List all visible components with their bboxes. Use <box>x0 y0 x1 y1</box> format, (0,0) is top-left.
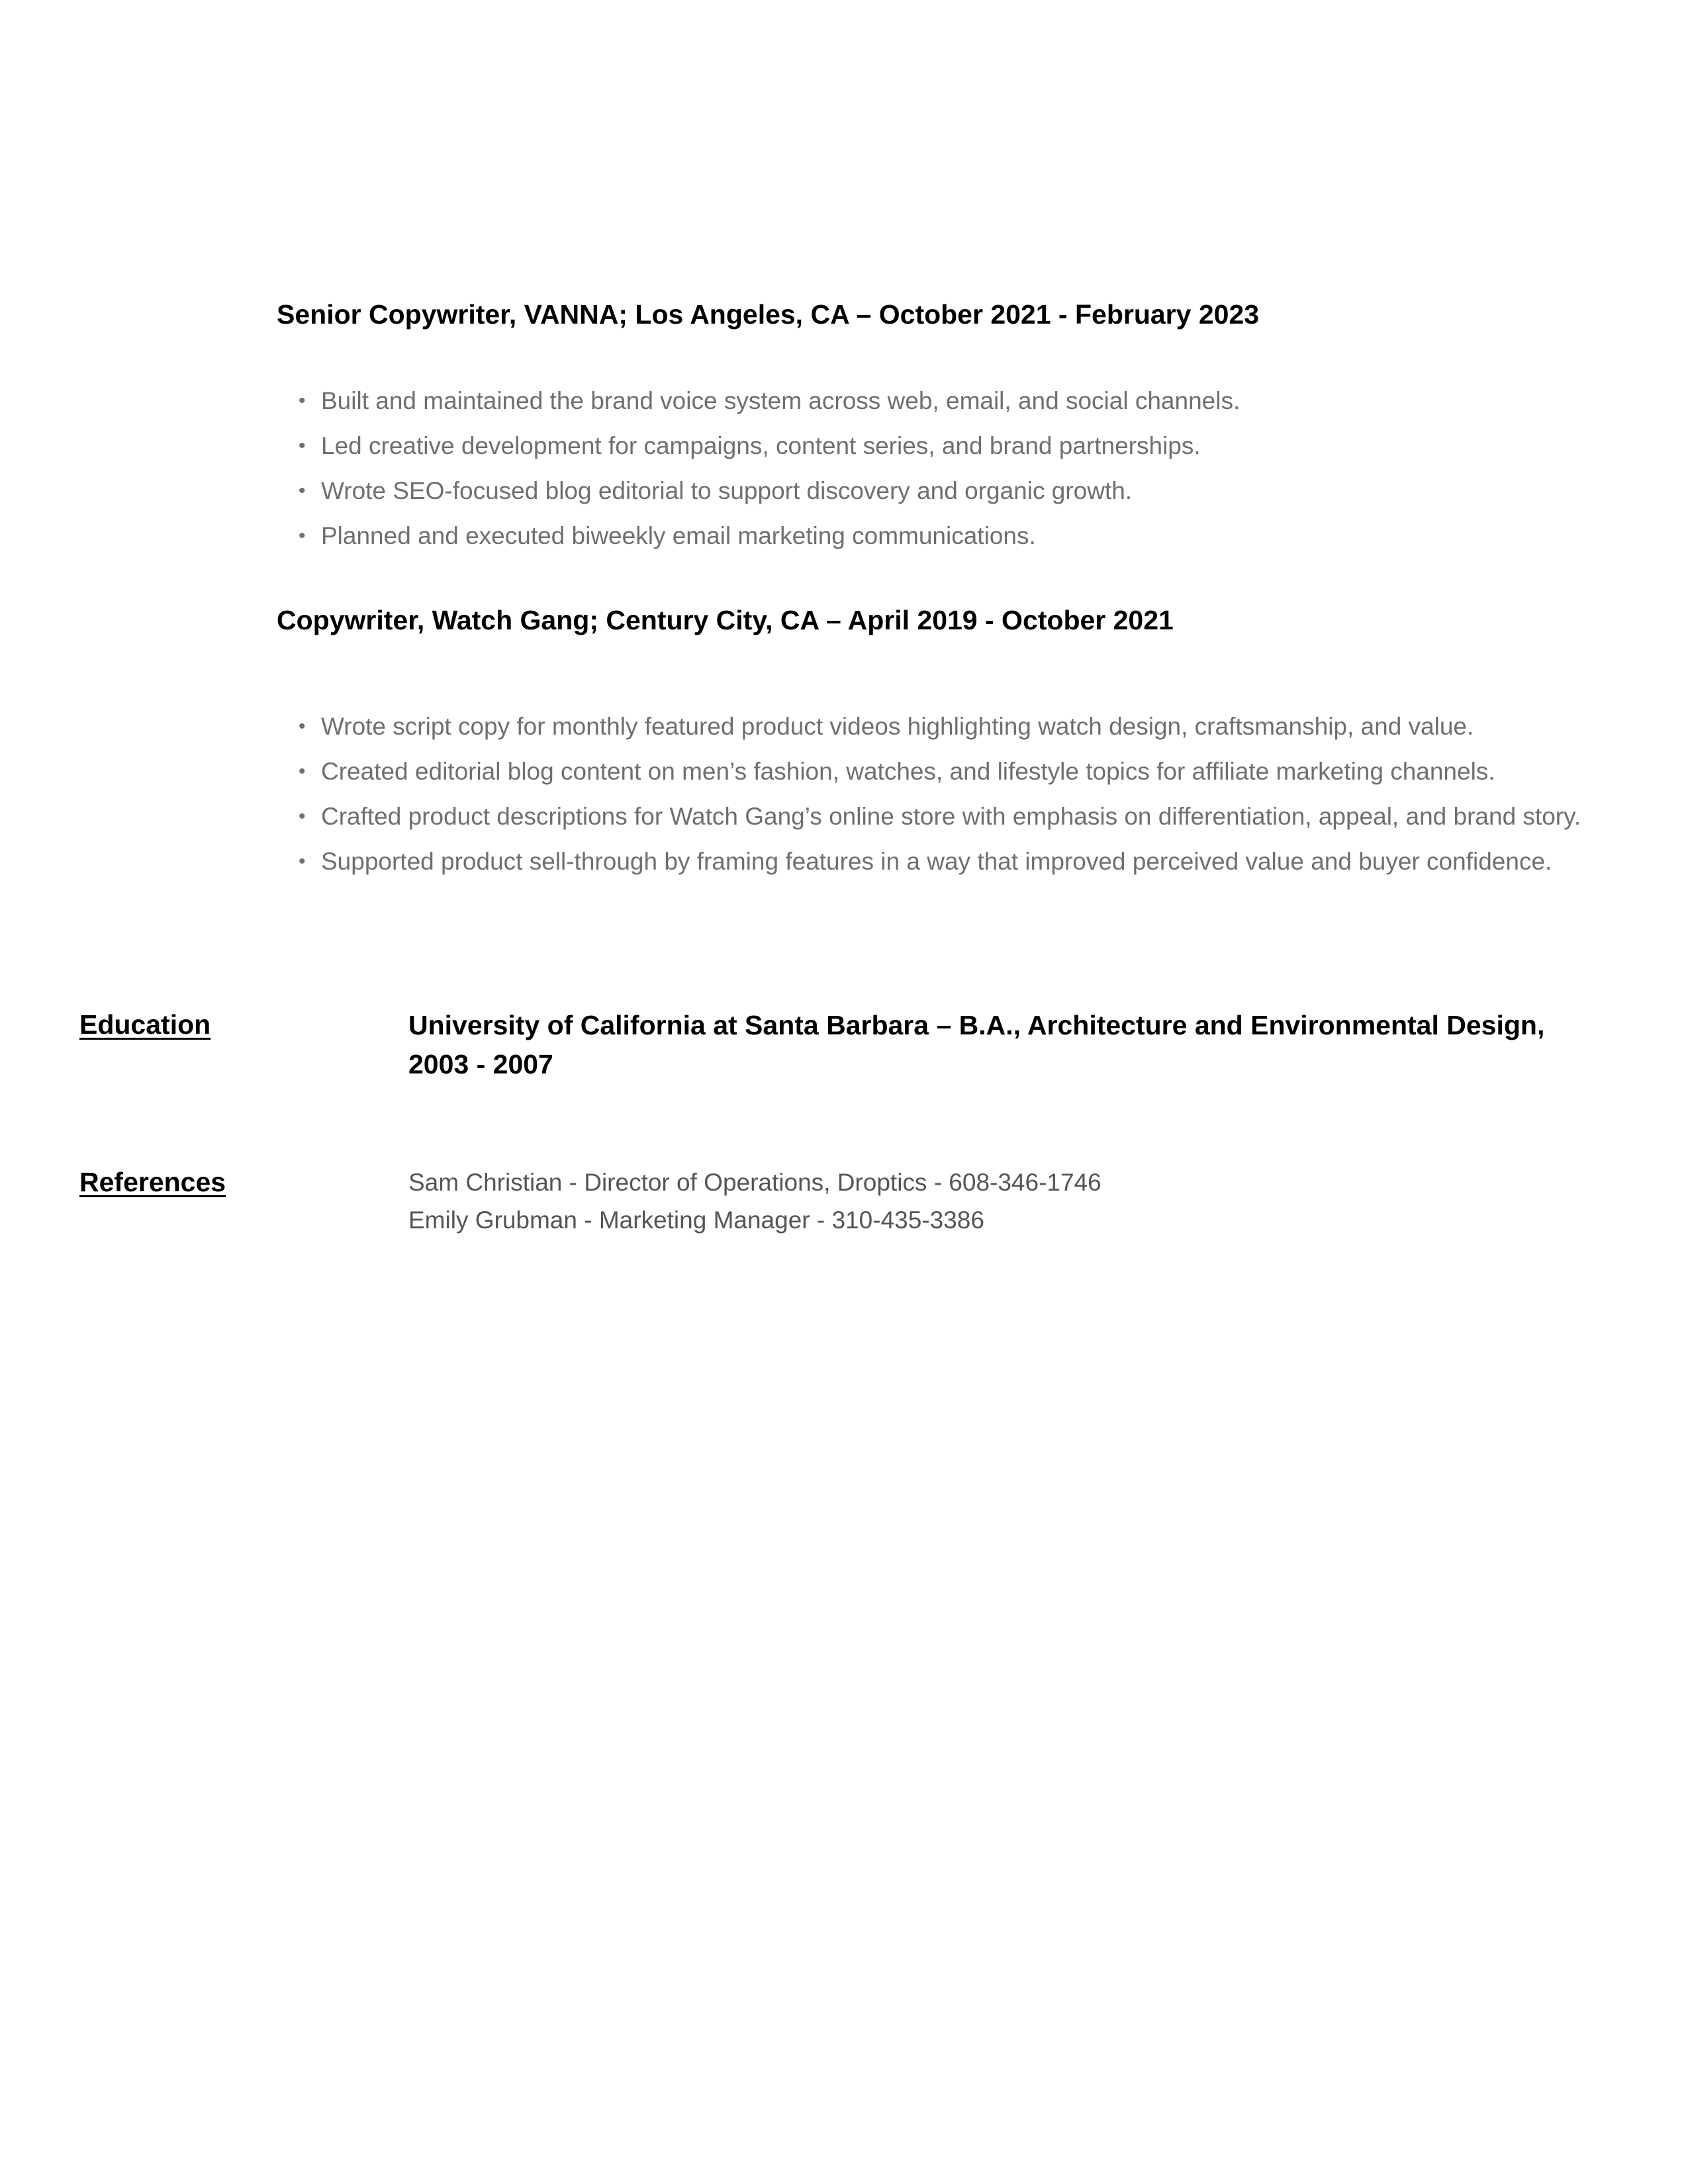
list-item <box>277 379 1594 424</box>
job-bullets-watch-gang <box>277 704 1594 884</box>
education-entry: University of California at Santa Barbara – B.A., Architecture and Environmental Design, 2003 - 2007 <box>408 1010 1545 1079</box>
bullet-text: Wrote script copy for monthly featured product videos highlighting watch design, craftsmanship, and value. <box>321 713 1474 740</box>
list-item <box>277 749 1594 794</box>
bullet-icon: • <box>299 435 306 457</box>
bullet-icon: • <box>299 525 306 547</box>
bullet-icon: • <box>299 850 306 872</box>
bullet-text: Built and maintained the brand voice system across web, email, and social channels. <box>321 387 1241 414</box>
list-item <box>277 424 1594 469</box>
reference-item: Sam Christian - Director of Operations, Droptics - 608-346-1746 <box>408 1169 1102 1196</box>
bullet-text: Created editorial blog content on men’s fashion, watches, and lifestyle topics for affiliate marketing channels. <box>321 758 1495 785</box>
bullet-icon: • <box>299 805 306 827</box>
list-item <box>277 794 1594 839</box>
list-item <box>277 839 1594 884</box>
list-item <box>277 469 1594 514</box>
list-item <box>277 514 1594 559</box>
job-bullets-vanna <box>277 379 1594 559</box>
job-title-watch-gang: Copywriter, Watch Gang; Century City, CA – April 2019 - October 2021 <box>277 605 1174 635</box>
reference-item: Emily Grubman - Marketing Manager - 310-435-3386 <box>408 1206 984 1234</box>
job-title-vanna: Senior Copywriter, VANNA; Los Angeles, CA – October 2021 - February 2023 <box>277 299 1260 330</box>
bullet-text: Wrote SEO-focused blog editorial to support discovery and organic growth. <box>321 477 1133 504</box>
bullet-text: Planned and executed biweekly email marketing communications. <box>321 522 1036 549</box>
bullet-icon: • <box>299 390 306 412</box>
bullet-text: Led creative development for campaigns, content series, and brand partnerships. <box>321 432 1201 459</box>
bullet-text: Supported product sell-through by framing features in a way that improved perceived value and buyer confidence. <box>321 848 1552 875</box>
bullet-icon: • <box>299 480 306 502</box>
bullet-icon: • <box>299 760 306 782</box>
bullet-text: Crafted product descriptions for Watch Gang’s online store with emphasis on differentiation, appeal, and brand story. <box>321 803 1581 830</box>
list-item <box>277 704 1594 749</box>
references-heading: References <box>79 1167 226 1197</box>
education-heading: Education <box>79 1009 211 1040</box>
references-list <box>408 1163 1102 1239</box>
bullet-icon: • <box>299 715 306 737</box>
